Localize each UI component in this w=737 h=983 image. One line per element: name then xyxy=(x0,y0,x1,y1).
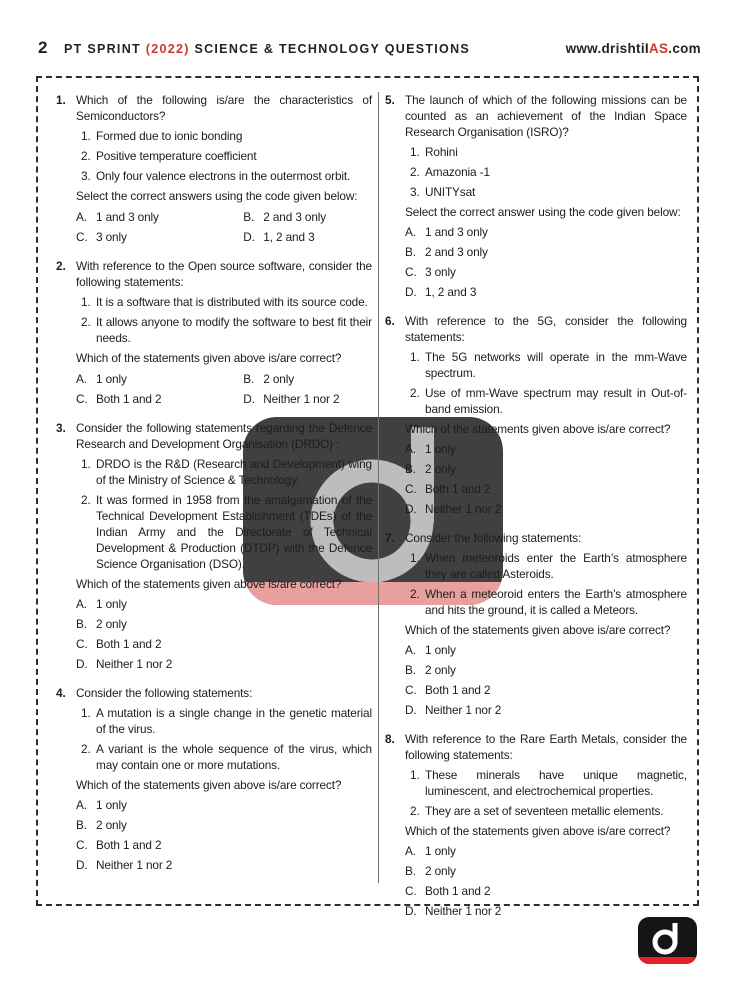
statement-item xyxy=(76,314,372,346)
option-text: 2 and 3 only xyxy=(263,210,327,224)
statement-text: They are a set of seventeen metallic elements. xyxy=(425,804,664,818)
option-A xyxy=(76,797,372,813)
question-content xyxy=(405,530,687,718)
site-accent: AS xyxy=(648,41,669,56)
option-letter: D. xyxy=(405,703,417,717)
option-D xyxy=(243,229,372,245)
question-number: 5. xyxy=(385,93,395,107)
title-prefix: PT SPRINT xyxy=(63,42,146,56)
option-letter: B. xyxy=(405,864,416,878)
option-letter: B. xyxy=(243,372,255,386)
page-number: 2 xyxy=(38,38,48,57)
title-year: (2022) xyxy=(145,42,190,56)
question-number: 6. xyxy=(385,314,395,328)
option-text: Both 1 and 2 xyxy=(96,392,162,406)
option-text: Neither 1 nor 2 xyxy=(96,858,173,872)
option-text: Both 1 and 2 xyxy=(96,838,162,852)
question-content xyxy=(76,685,372,873)
statement-item xyxy=(76,128,372,144)
option-D xyxy=(405,702,687,718)
header-left xyxy=(38,38,470,58)
question-text: With reference to the Rare Earth Metals, consider the following statements: xyxy=(405,732,687,762)
option-text: Both 1 and 2 xyxy=(96,637,162,651)
question-number: 3. xyxy=(56,421,66,435)
question-number: 2. xyxy=(56,259,66,273)
option-letter: A. xyxy=(405,225,416,239)
option-letter: B. xyxy=(76,617,87,631)
question-content xyxy=(405,313,687,517)
column-right xyxy=(385,90,687,918)
option-text: 1, 2 and 3 xyxy=(425,285,477,299)
statement-item xyxy=(76,705,372,737)
options-list xyxy=(76,596,372,672)
statement-text: UNITYsat xyxy=(425,185,476,199)
option-text: 2 only xyxy=(425,663,456,677)
option-letter: B. xyxy=(405,462,416,476)
statement-text: Only four valence electrons in the outermost orbit. xyxy=(96,169,351,183)
question-text: Consider the following statements: xyxy=(76,686,253,700)
option-C xyxy=(76,391,243,407)
statement-number: 2. xyxy=(81,315,91,329)
option-letter: B. xyxy=(243,210,255,224)
option-A xyxy=(76,596,372,612)
option-D xyxy=(76,656,372,672)
statement-item xyxy=(76,492,372,572)
option-B xyxy=(405,662,687,678)
option-letter: A. xyxy=(405,844,416,858)
option-letter: D. xyxy=(243,230,255,244)
option-C xyxy=(405,264,687,280)
statement-number: 2. xyxy=(81,742,91,756)
question-8 xyxy=(385,731,687,919)
question-lead: Which of the statements given above is/are correct? xyxy=(76,778,342,792)
statement-item xyxy=(76,148,372,164)
logo-red-stripe xyxy=(638,957,697,964)
statement-text: A variant is the whole sequence of the virus, which may contain one or more mutations. xyxy=(96,742,372,772)
option-A xyxy=(405,843,687,859)
statement-item xyxy=(405,164,687,180)
option-A xyxy=(76,209,243,225)
website-url[interactable] xyxy=(566,41,701,56)
question-text: With reference to the Open source software, consider the following statements: xyxy=(76,259,372,289)
option-text: 1 and 3 only xyxy=(96,210,159,224)
statement-number: 2. xyxy=(81,149,91,163)
question-content xyxy=(405,731,687,919)
statement-item xyxy=(405,803,687,819)
option-B xyxy=(405,863,687,879)
option-letter: D. xyxy=(405,285,417,299)
site-prefix: www.drishtiI xyxy=(565,41,649,56)
statement-item xyxy=(405,144,687,160)
option-B xyxy=(405,461,687,477)
statement-item xyxy=(405,586,687,618)
option-text: Neither 1 nor 2 xyxy=(425,502,502,516)
statement-number: 2. xyxy=(410,165,420,179)
question-content xyxy=(76,258,372,407)
drishti-logo-d-icon xyxy=(638,917,697,957)
statement-item xyxy=(405,385,687,417)
question-lead: Select the correct answer using the code given below: xyxy=(405,205,681,219)
option-text: 2 only xyxy=(425,462,456,476)
option-C xyxy=(405,883,687,899)
option-letter: A. xyxy=(76,210,87,224)
options-list xyxy=(405,843,687,919)
question-text: Consider the following statements: xyxy=(405,531,582,545)
question-4 xyxy=(56,685,372,873)
option-text: 1 only xyxy=(425,844,456,858)
statement-number: 2. xyxy=(410,587,420,601)
option-letter: B. xyxy=(405,663,416,677)
option-text: Neither 1 nor 2 xyxy=(425,904,502,918)
statement-number: 1. xyxy=(81,129,91,143)
options-list xyxy=(76,367,372,407)
statement-text: Use of mm-Wave spectrum may result in Out-of-band emission. xyxy=(425,386,687,416)
option-letter: C. xyxy=(76,838,88,852)
options-list xyxy=(76,797,372,873)
question-number: 1. xyxy=(56,93,66,107)
question-6 xyxy=(385,313,687,517)
statement-number: 1. xyxy=(81,295,91,309)
questions-container xyxy=(36,76,699,918)
question-number: 7. xyxy=(385,531,395,545)
statement-text: A mutation is a single change in the genetic material of the virus. xyxy=(96,706,372,736)
question-text: The launch of which of the following missions can be counted as an achievement of the Indian Space Research Organisation (ISRO)? xyxy=(405,93,687,139)
option-letter: A. xyxy=(405,643,416,657)
question-content xyxy=(76,420,372,672)
statement-text: It is a software that is distributed with its source code. xyxy=(96,295,368,309)
question-content xyxy=(76,92,372,245)
option-letter: C. xyxy=(76,637,88,651)
question-1 xyxy=(56,92,372,245)
option-letter: B. xyxy=(76,818,87,832)
option-text: 1 only xyxy=(96,372,127,386)
statement-number: 3. xyxy=(410,185,420,199)
question-content xyxy=(405,92,687,300)
statement-text: It allows anyone to modify the software to best fit their needs. xyxy=(96,315,372,345)
statement-number: 1. xyxy=(410,145,420,159)
option-letter: C. xyxy=(405,482,417,496)
option-text: 1 only xyxy=(96,597,127,611)
option-B xyxy=(76,817,372,833)
option-text: Neither 1 nor 2 xyxy=(263,392,340,406)
option-letter: A. xyxy=(76,372,87,386)
question-3 xyxy=(56,420,372,672)
option-B xyxy=(405,244,687,260)
question-lead: Select the correct answers using the code given below: xyxy=(76,189,358,203)
option-D xyxy=(405,501,687,517)
options-list xyxy=(405,642,687,718)
option-letter: C. xyxy=(405,683,417,697)
option-text: Both 1 and 2 xyxy=(425,884,491,898)
statement-item xyxy=(76,741,372,773)
option-text: 2 only xyxy=(425,864,456,878)
statement-number: 1. xyxy=(81,457,91,471)
option-C xyxy=(405,682,687,698)
options-list xyxy=(76,205,372,245)
statement-text: It was formed in 1958 from the amalgamation of the Technical Development Establishment (TDEs) of the Indian Army and the Directorate of Technical Development & Production (DTDP) with the Defence Science Organisation (DSO). xyxy=(96,493,372,571)
statement-text: Amazonia -1 xyxy=(425,165,490,179)
statement-item xyxy=(405,349,687,381)
statement-text: These minerals have unique magnetic, luminescent, and electrochemical properties. xyxy=(425,768,687,798)
statement-text: Rohini xyxy=(425,145,458,159)
title-suffix: SCIENCE & TECHNOLOGY QUESTIONS xyxy=(189,42,471,56)
statement-number: 1. xyxy=(81,706,91,720)
document-title xyxy=(64,42,470,56)
option-A xyxy=(76,371,243,387)
statement-item xyxy=(76,456,372,488)
question-lead: Which of the statements given above is/are correct? xyxy=(76,351,342,365)
option-text: 3 only xyxy=(96,230,127,244)
option-A xyxy=(405,441,687,457)
question-text: Consider the following statements regarding the Defence Research and Development Organisation (DRDO) : xyxy=(76,421,372,451)
option-text: Neither 1 nor 2 xyxy=(425,703,502,717)
question-2 xyxy=(56,258,372,407)
option-letter: C. xyxy=(76,392,88,406)
option-letter: C. xyxy=(405,265,417,279)
option-C xyxy=(76,636,372,652)
statement-item xyxy=(405,184,687,200)
question-lead: Which of the statements given above is/are correct? xyxy=(405,623,671,637)
option-text: Neither 1 nor 2 xyxy=(96,657,173,671)
statement-number: 1. xyxy=(410,350,420,364)
option-letter: D. xyxy=(405,904,417,918)
options-list xyxy=(405,441,687,517)
question-text: With reference to the 5G, consider the following statements: xyxy=(405,314,687,344)
question-lead: Which of the statements given above is/are correct? xyxy=(76,577,342,591)
option-D xyxy=(76,857,372,873)
options-list xyxy=(405,224,687,300)
statement-text: Formed due to ionic bonding xyxy=(96,129,243,143)
site-suffix: .com xyxy=(668,41,701,56)
statement-number: 2. xyxy=(410,386,420,400)
option-text: 2 only xyxy=(263,372,294,386)
option-text: 2 only xyxy=(96,818,127,832)
option-C xyxy=(405,481,687,497)
question-lead: Which of the statements given above is/are correct? xyxy=(405,824,671,838)
option-letter: D. xyxy=(76,657,88,671)
option-letter: A. xyxy=(76,597,87,611)
statement-item xyxy=(405,767,687,799)
option-letter: C. xyxy=(405,884,417,898)
option-text: 2 and 3 only xyxy=(425,245,488,259)
question-lead: Which of the statements given above is/are correct? xyxy=(405,422,671,436)
statement-text: When a meteoroid enters the Earth’s atmosphere and hits the ground, it is called a Meteors. xyxy=(425,587,687,617)
option-B xyxy=(76,616,372,632)
option-text: Both 1 and 2 xyxy=(425,482,491,496)
statement-number: 1. xyxy=(410,768,420,782)
option-letter: D. xyxy=(243,392,255,406)
column-left xyxy=(56,90,372,892)
option-text: 1 and 3 only xyxy=(425,225,488,239)
option-letter: C. xyxy=(76,230,88,244)
option-text: 1, 2 and 3 xyxy=(263,230,315,244)
statement-text: Positive temperature coefficient xyxy=(96,149,257,163)
statement-number: 1. xyxy=(410,551,420,565)
option-C xyxy=(76,837,372,853)
option-letter: D. xyxy=(76,858,88,872)
question-number: 4. xyxy=(56,686,66,700)
option-letter: A. xyxy=(76,798,87,812)
option-B xyxy=(243,371,372,387)
statement-text: DRDO is the R&D (Research and Development) wing of the Ministry of Science & Technology. xyxy=(96,457,372,487)
page-header xyxy=(38,38,701,62)
statement-text: The 5G networks will operate in the mm-Wave spectrum. xyxy=(425,350,687,380)
question-number: 8. xyxy=(385,732,395,746)
option-letter: A. xyxy=(405,442,416,456)
option-A xyxy=(405,224,687,240)
statement-number: 3. xyxy=(81,169,91,183)
question-text: Which of the following is/are the characteristics of Semiconductors? xyxy=(76,93,372,123)
option-text: 1 only xyxy=(96,798,127,812)
option-B xyxy=(243,209,372,225)
option-text: Both 1 and 2 xyxy=(425,683,491,697)
column-divider xyxy=(378,92,379,883)
option-text: 2 only xyxy=(96,617,127,631)
option-text: 3 only xyxy=(425,265,456,279)
drishti-logo xyxy=(638,917,697,964)
option-D xyxy=(405,284,687,300)
statement-number: 2. xyxy=(410,804,420,818)
option-text: 1 only xyxy=(425,643,456,657)
statement-item xyxy=(76,294,372,310)
statement-number: 2. xyxy=(81,493,91,507)
question-5 xyxy=(385,92,687,300)
option-C xyxy=(76,229,243,245)
statement-item xyxy=(405,550,687,582)
option-A xyxy=(405,642,687,658)
question-7 xyxy=(385,530,687,718)
statement-text: When meteoroids enter the Earth’s atmosphere they are called Asteroids. xyxy=(425,551,687,581)
option-text: 1 only xyxy=(425,442,456,456)
option-letter: D. xyxy=(405,502,417,516)
statement-item xyxy=(76,168,372,184)
option-D xyxy=(243,391,372,407)
option-letter: B. xyxy=(405,245,416,259)
